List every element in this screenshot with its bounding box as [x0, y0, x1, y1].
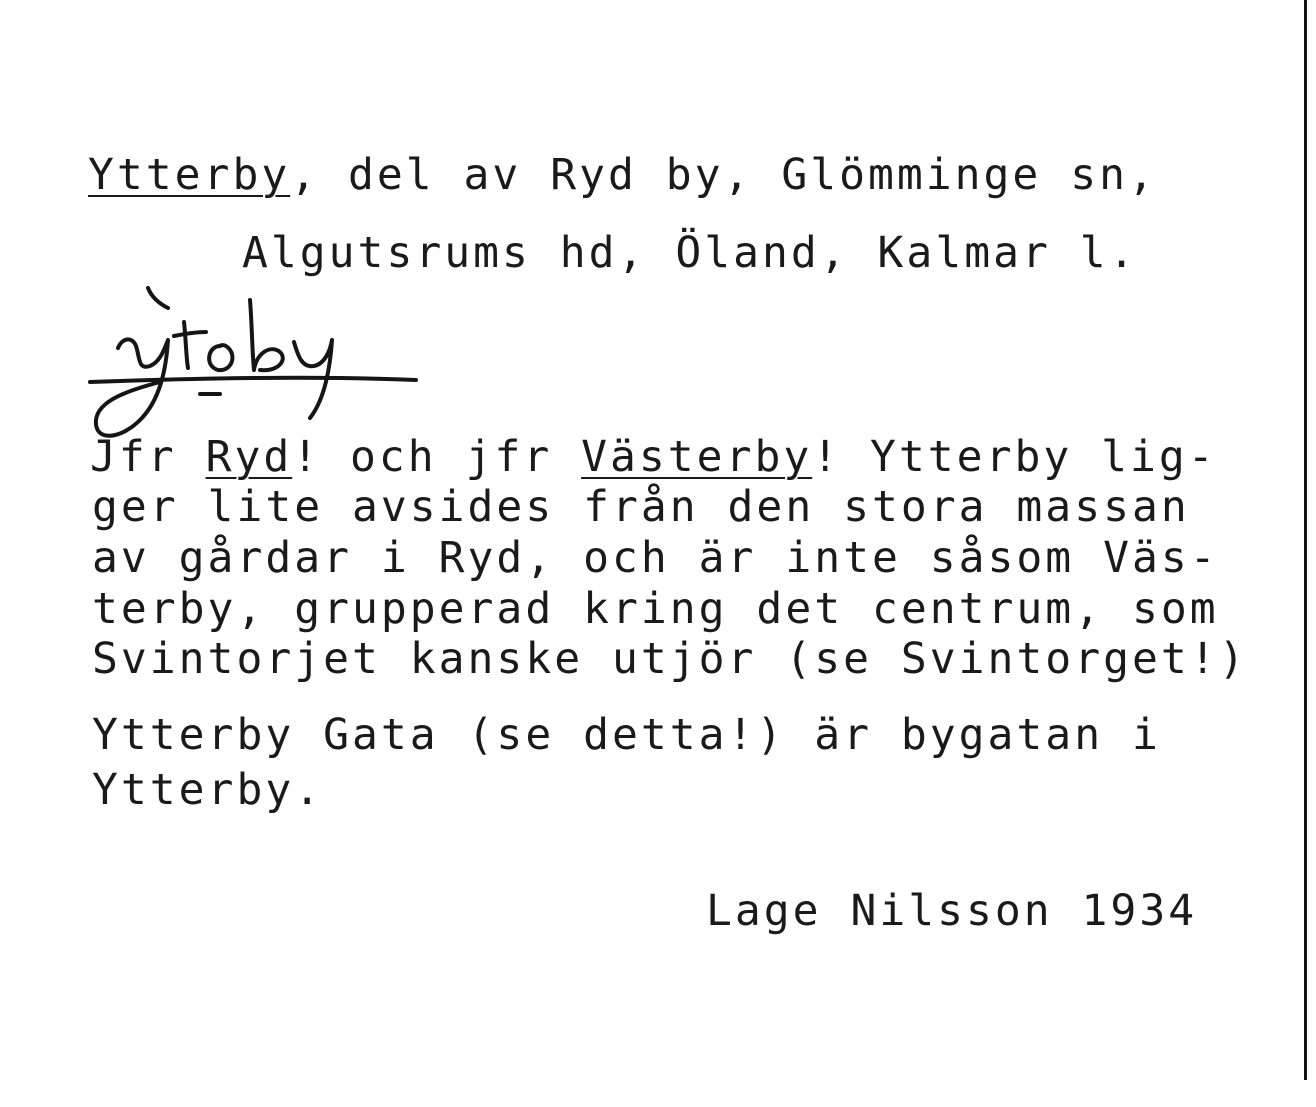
cross-reference-ryd: Ryd — [205, 432, 293, 482]
paragraph1-line: ger lite avsides från den stora massan — [92, 482, 1190, 532]
paragraph2-line: Ytterby. — [92, 765, 324, 815]
headword: Ytterby — [88, 150, 291, 200]
location-line: Algutsrums hd, Öland, Kalmar l. — [242, 228, 1138, 278]
handwritten-note-text: ytoby — [80, 257, 117, 274]
text-fragment: ! Ytterby lig- — [812, 432, 1217, 482]
paragraph2-line: Ytterby Gata (se detta!) är bygatan i — [92, 710, 1161, 760]
text-fragment: ! och jfr — [292, 432, 582, 482]
title-line — [88, 150, 1157, 200]
text-fragment: Jfr — [90, 432, 206, 482]
cross-reference-vasterby: Västerby — [581, 432, 813, 482]
paragraph1-line: terby, grupperad kring det centrum, som — [92, 584, 1219, 634]
card-edge — [1304, 0, 1307, 1080]
paragraph1-line — [90, 432, 1217, 482]
title-line-rest: , del av Ryd by, Glömminge sn, — [290, 150, 1157, 200]
signature: Lage Nilsson 1934 — [706, 886, 1198, 936]
paragraph1-line: Svintorjet kanske utjör (se Svintorget!) — [92, 634, 1248, 684]
paragraph1-line: av gårdar i Ryd, och är inte såsom Väs- — [92, 533, 1219, 583]
